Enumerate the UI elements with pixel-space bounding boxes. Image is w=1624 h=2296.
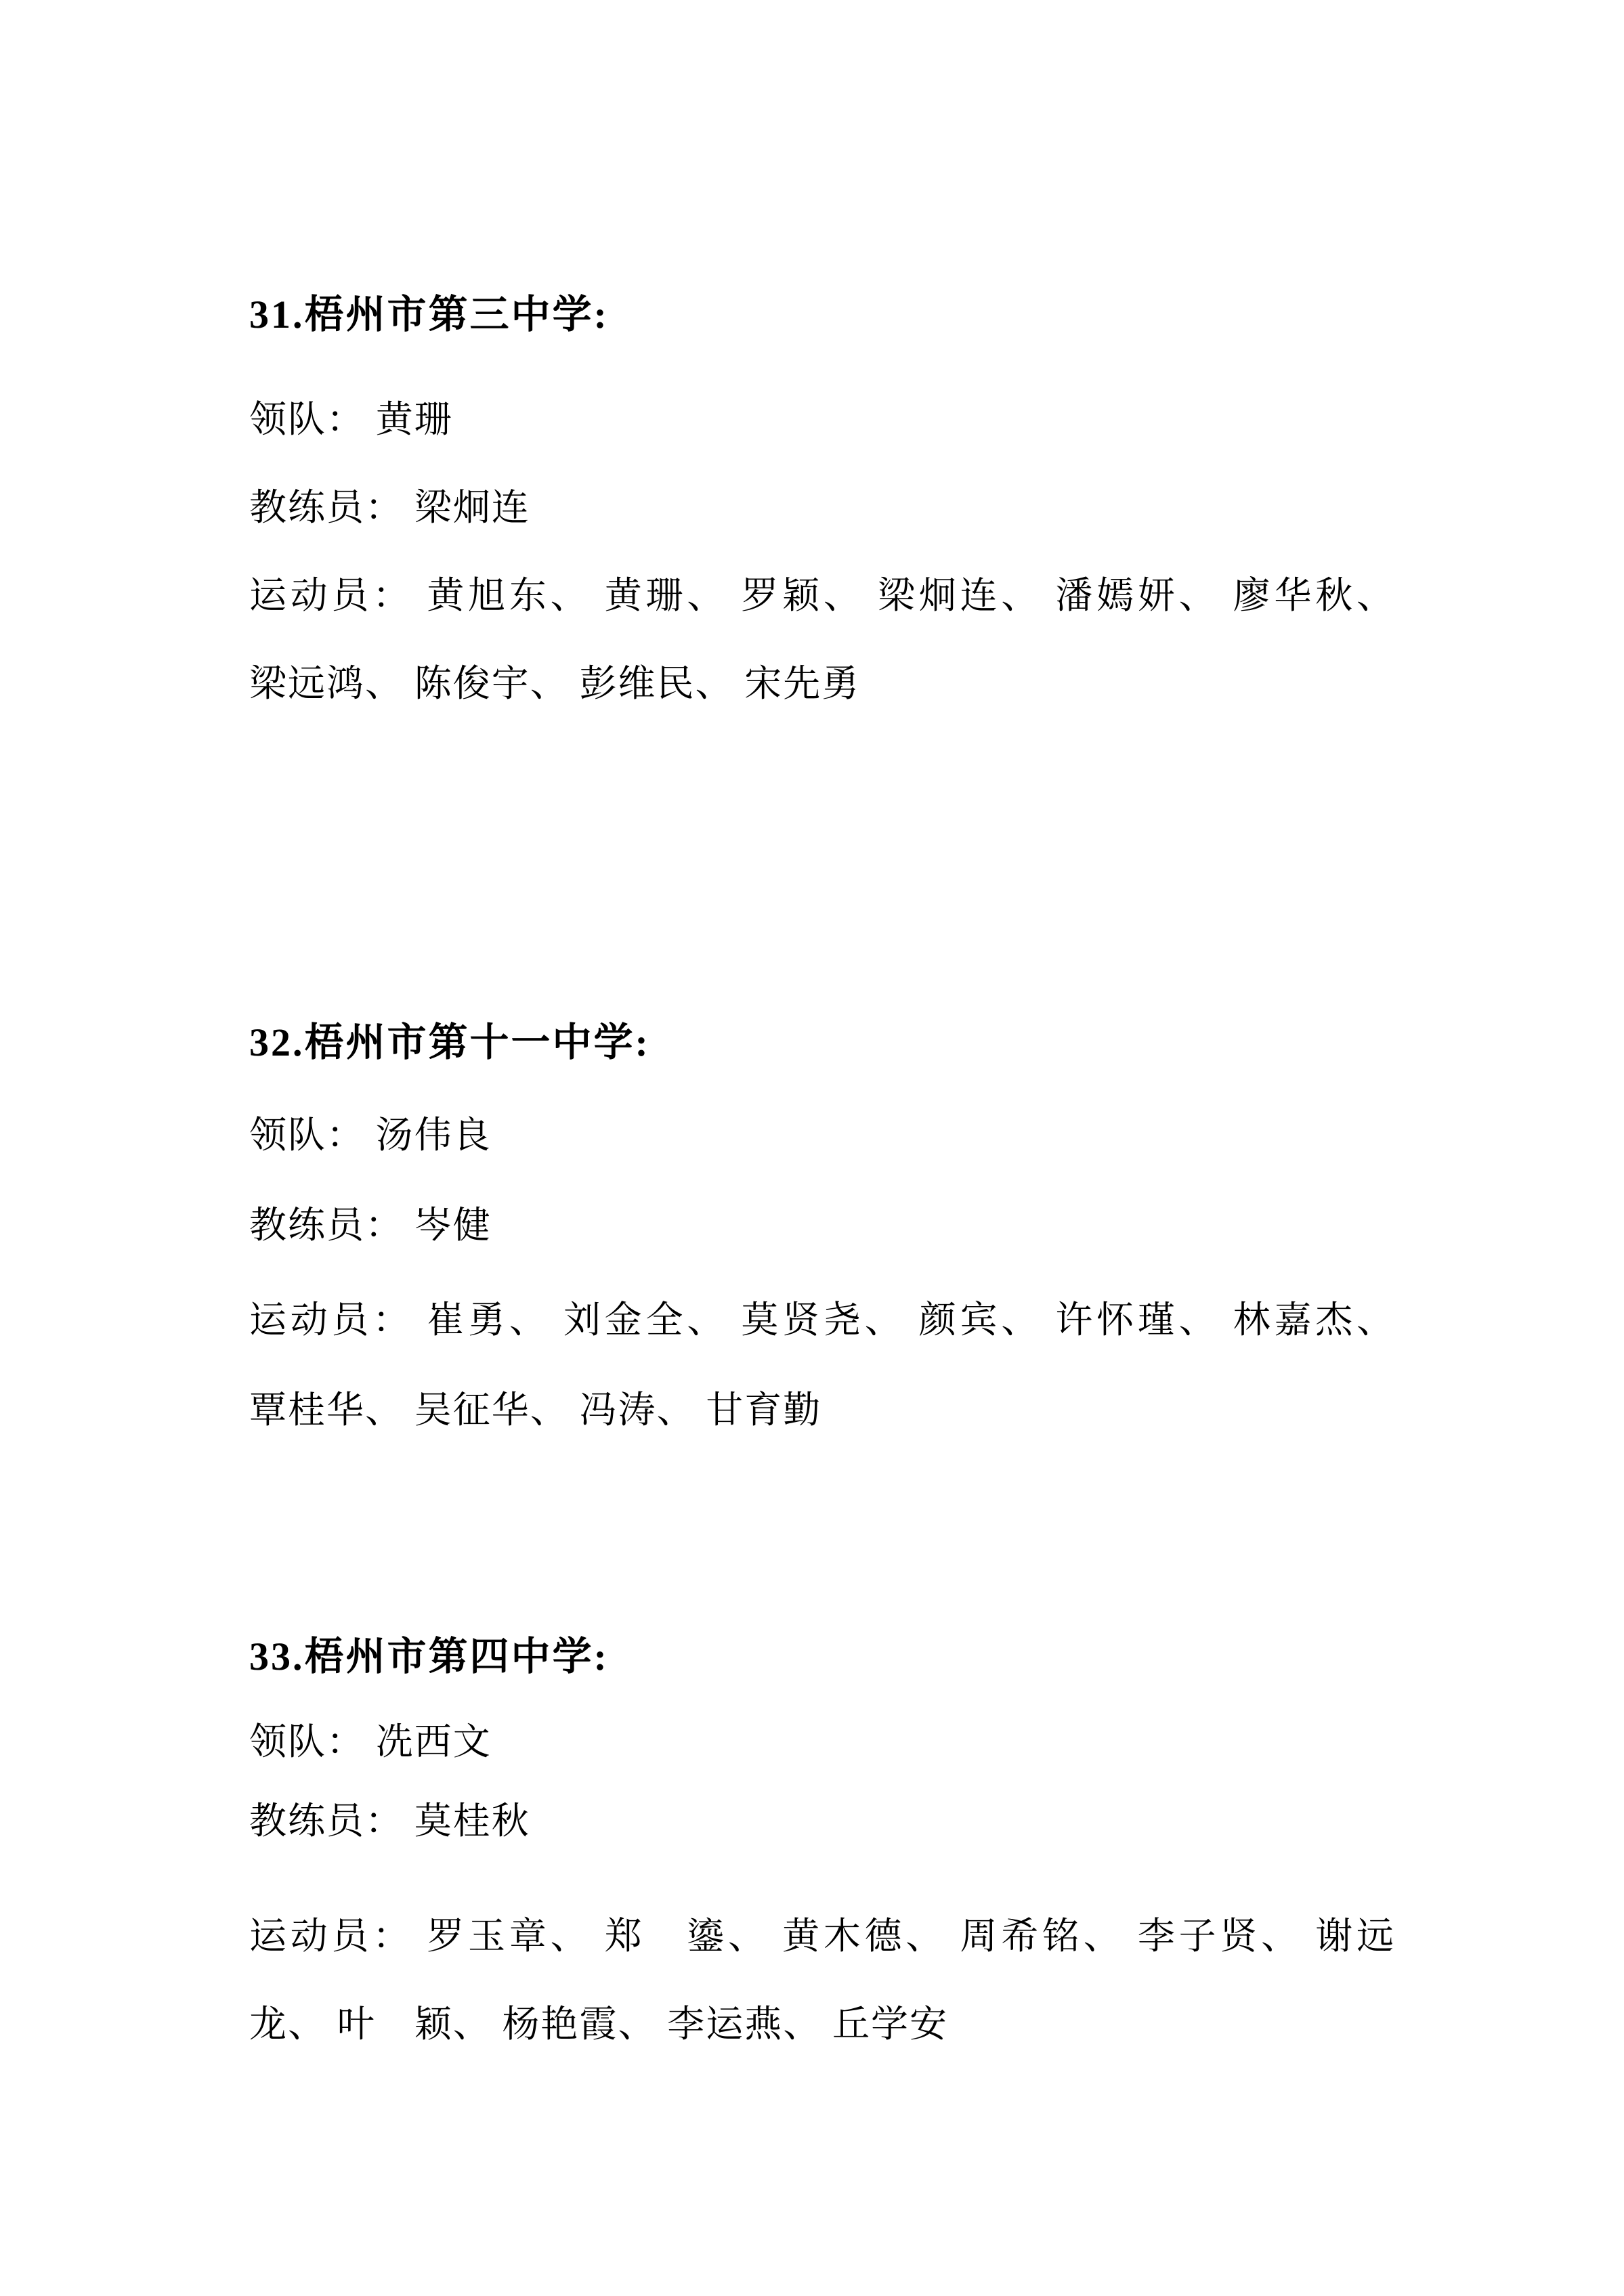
section-33-leader-line: 领队： 冼西文 <box>249 1721 492 1762</box>
section-31-heading: 31.梧州市第三中学: <box>249 293 609 337</box>
section-33-athletes-line-1: 运动员： 罗玉章、 郑 鎏、 黄木德、 周希铭、 李子贤、 谢远 <box>249 1915 1395 1957</box>
section-32-heading: 32.梧州市第十一中学: <box>249 1020 650 1064</box>
section-31-leader-line: 领队： 黄珊 <box>249 399 453 440</box>
section-33-heading: 33.梧州市第四中学: <box>249 1634 609 1678</box>
section-33-athletes-line-2: 龙、 叶 颖、 杨艳霞、 李运燕、 丘学安 <box>249 2003 949 2045</box>
section-32-athletes-line-1: 运动员： 崔勇、 刘金全、 莫贤尧、 颜宾、 许怀瑾、 林嘉杰、 <box>249 1299 1395 1341</box>
section-32-leader-line: 领队： 汤伟良 <box>249 1114 492 1156</box>
section-31-athletes-line-2: 梁远鸿、 陈俊宇、 彭维民、 宋先勇 <box>249 663 861 704</box>
section-31-athletes-line-1: 运动员： 黄旭东、 黄珊、 罗颖、 梁炯连、 潘嫣妍、 廖华秋、 <box>249 575 1395 616</box>
section-32-coach-line: 教练员： 岑健 <box>249 1205 492 1246</box>
section-31-coach-line: 教练员： 梁炯连 <box>249 487 530 528</box>
section-33-coach-line: 教练员： 莫桂秋 <box>249 1800 530 1842</box>
section-32-athletes-line-2: 覃桂华、 吴征华、 冯涛、 甘育勤 <box>249 1389 822 1431</box>
